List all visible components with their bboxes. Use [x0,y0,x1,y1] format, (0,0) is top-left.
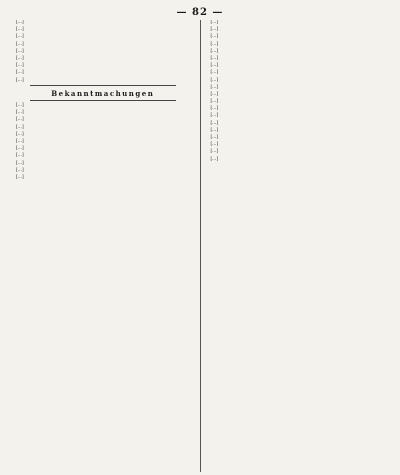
notice-paragraph: […] [16,48,24,54]
page-columns [6,20,394,472]
notice-paragraph: […] [210,99,219,105]
left-notices-top [10,20,196,83]
notice-paragraph: […] [16,55,24,61]
notice-paragraph: […] [16,77,24,83]
notice-paragraph: […] [210,91,219,97]
notice-paragraph: […] [16,110,24,116]
notice-paragraph: […] [210,127,219,133]
left-notices-bottom [10,103,196,180]
left-column [6,20,200,472]
notice-paragraph: […] [210,63,219,69]
notice-paragraph: […] [16,34,24,40]
page-number: — 82 — [176,7,224,18]
notice-paragraph: […] [16,139,24,145]
notice-paragraph: […] [210,20,219,25]
notice-paragraph: […] [16,160,24,166]
notice-paragraph: […] [210,156,219,162]
notice-paragraph: […] [210,149,219,155]
notice-paragraph: […] [210,120,219,126]
section-divider [30,100,176,101]
notice-paragraph: […] [210,34,219,40]
notice-paragraph: […] [16,117,24,123]
notice-paragraph: […] [210,70,219,76]
section-heading: Bekanntmachungen [51,89,155,99]
notice-paragraph: […] [16,41,24,47]
notice-paragraph: […] [210,142,219,148]
notice-paragraph: […] [16,146,24,152]
notice-paragraph: […] [16,124,24,130]
notice-paragraph: […] [210,48,219,54]
notice-paragraph: […] [16,174,24,180]
notice-paragraph: […] [210,135,219,140]
notice-paragraph: […] [16,131,24,137]
notice-paragraph: […] [16,103,24,109]
section-divider [30,85,176,86]
notice-paragraph: […] [210,113,219,119]
notice-paragraph: […] [210,41,219,47]
notice-paragraph: […] [210,27,219,33]
notice-paragraph: […] [210,84,219,90]
notice-paragraph: […] [16,153,24,159]
notice-paragraph: […] [210,55,219,61]
notice-paragraph: […] [210,77,219,83]
notice-paragraph: […] [16,70,24,76]
notice-paragraph: […] [16,20,24,25]
right-notices [205,20,391,162]
notice-paragraph: […] [16,167,24,173]
notice-paragraph: […] [16,63,24,69]
notice-paragraph: […] [210,106,219,112]
notice-paragraph: […] [16,27,24,33]
right-column [200,20,395,472]
